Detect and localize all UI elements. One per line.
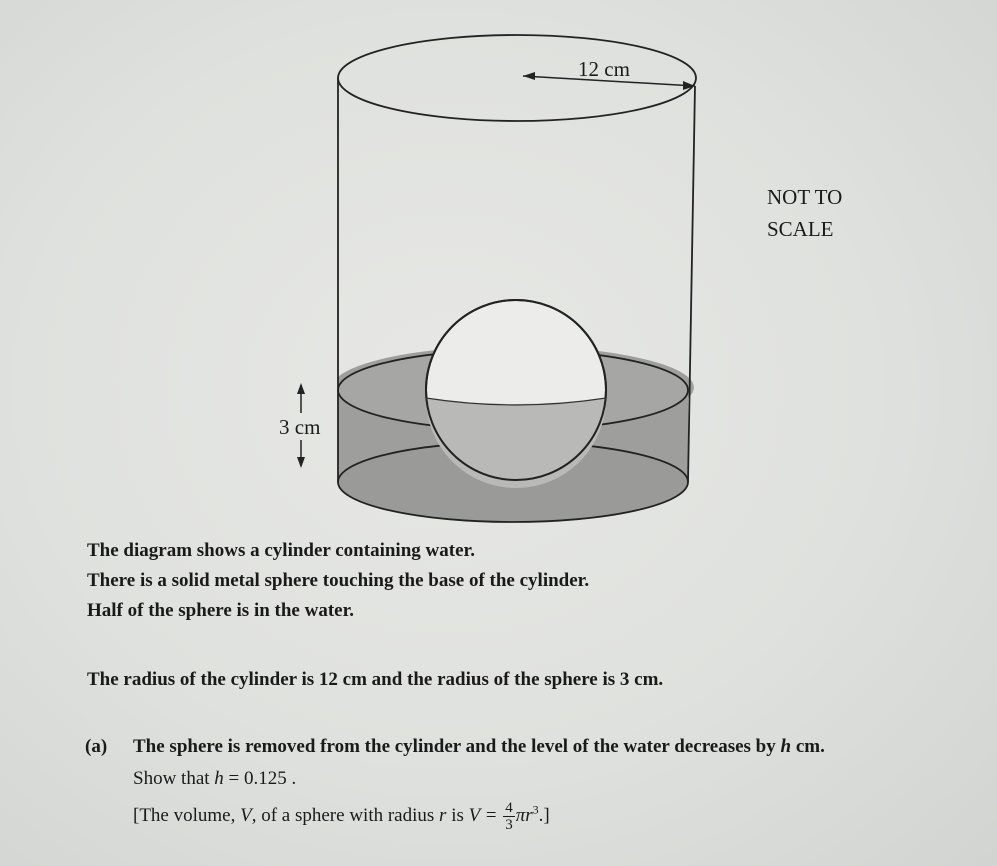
formula-mid: , of a sphere with radius bbox=[251, 804, 435, 826]
cylinder-right-wall bbox=[688, 86, 695, 482]
cylinder-top bbox=[338, 35, 696, 121]
fraction-denominator: 3 bbox=[505, 817, 513, 833]
note-line-1: NOT TO bbox=[767, 185, 843, 209]
formula-exponent: 3 bbox=[532, 802, 539, 817]
question-a-sentence: The sphere is removed from the cylinder and the level of the water decreases by bbox=[133, 736, 776, 757]
question-a-h: h bbox=[780, 736, 792, 757]
paragraph-1: The diagram shows a cylinder containing water. bbox=[87, 540, 475, 561]
paragraph-3: Half of the sphere is in the water. bbox=[87, 600, 355, 621]
formula-end: .] bbox=[538, 804, 550, 826]
not-to-scale-note bbox=[767, 181, 842, 245]
radius-arrowhead-right bbox=[683, 81, 695, 90]
formula-is: is bbox=[451, 804, 464, 826]
paragraph-2: There is a solid metal sphere touching the base of the cylinder. bbox=[87, 570, 590, 591]
question-a-text bbox=[133, 736, 825, 758]
formula-V: V bbox=[240, 804, 252, 826]
formula-rhs: πr bbox=[515, 804, 533, 826]
radius-label: 12 cm bbox=[578, 57, 630, 81]
formula-lhs: V = bbox=[468, 804, 498, 826]
formula-fraction bbox=[503, 800, 515, 833]
show-value: = 0.125 . bbox=[228, 768, 297, 789]
radius-arrowhead-left bbox=[523, 72, 535, 80]
fraction-numerator: 4 bbox=[505, 800, 513, 816]
sphere-volume-formula bbox=[133, 800, 550, 833]
question-a-unit: cm. bbox=[795, 736, 825, 757]
paragraph-4: The radius of the cylinder is 12 cm and the radius of the sphere is 3 cm. bbox=[87, 669, 664, 690]
show-that-line bbox=[133, 768, 296, 790]
note-line-2: SCALE bbox=[767, 217, 834, 241]
height-label: 3 cm bbox=[279, 415, 321, 439]
question-a-label: (a) bbox=[85, 736, 108, 757]
formula-prefix: [The volume, bbox=[133, 804, 236, 826]
show-var: h bbox=[214, 768, 224, 789]
show-prefix: Show that bbox=[133, 768, 210, 789]
formula-r: r bbox=[439, 804, 447, 826]
